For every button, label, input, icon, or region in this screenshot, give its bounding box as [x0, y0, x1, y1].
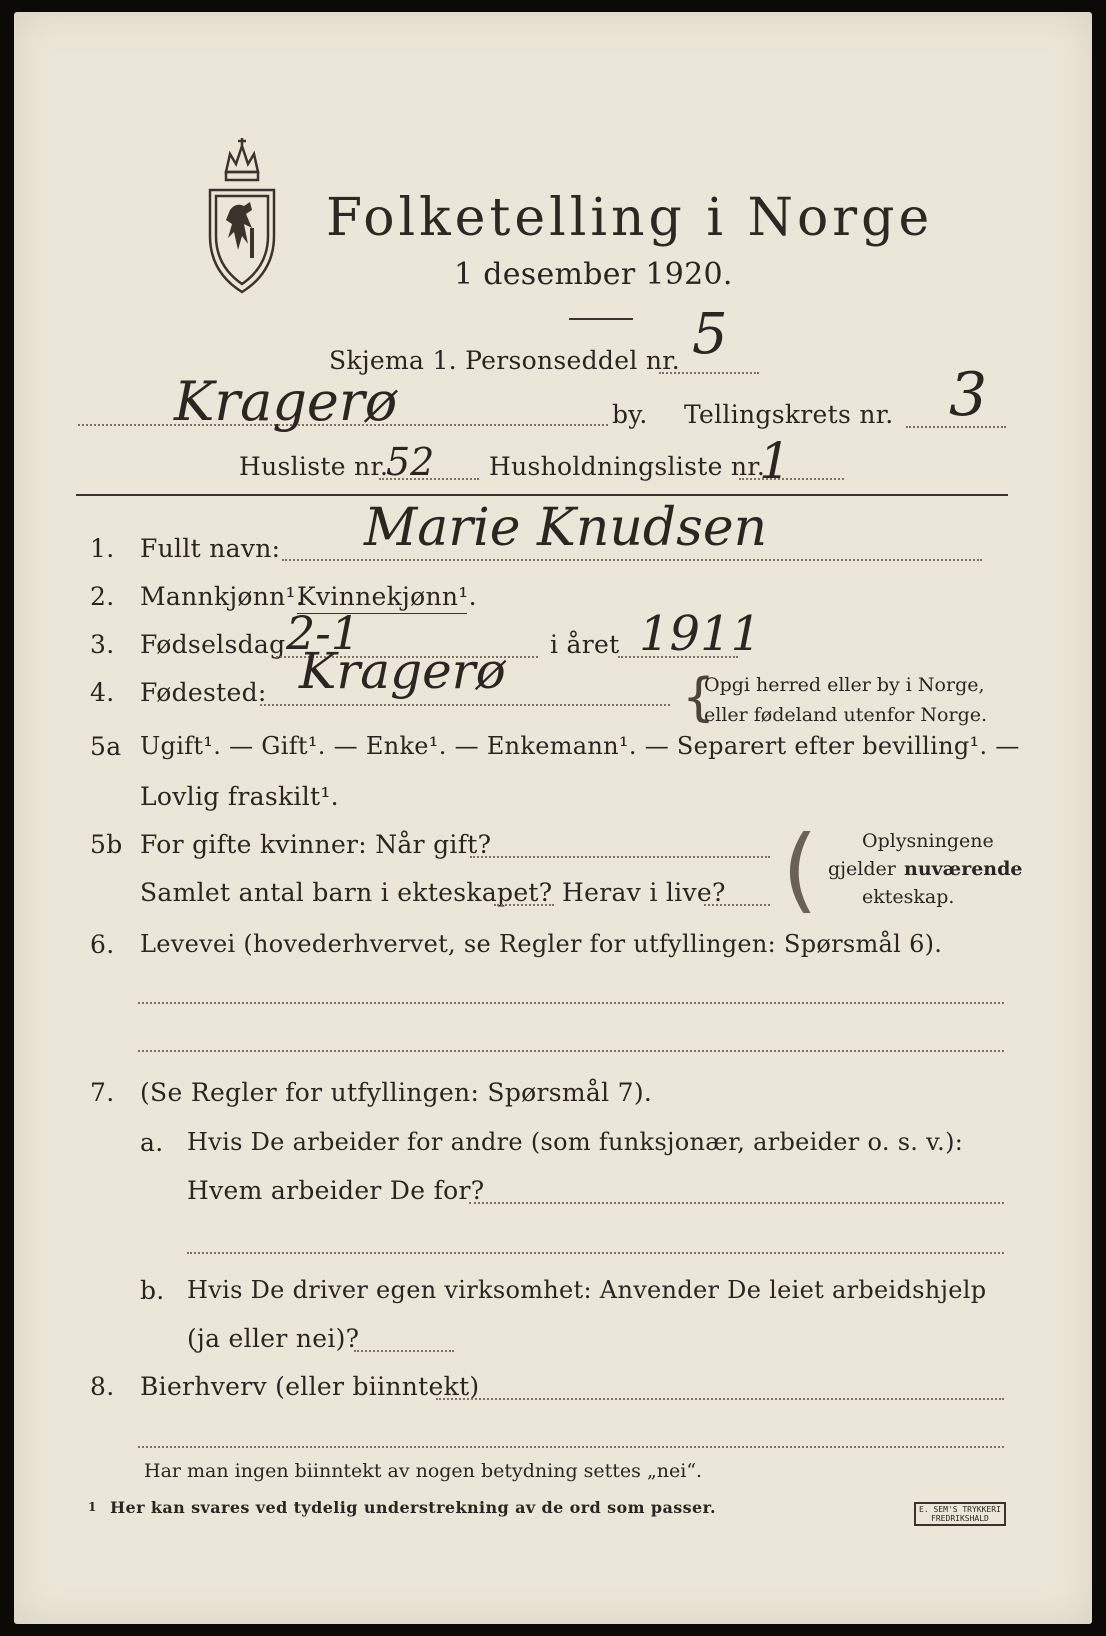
q1-label: Fullt navn:: [140, 534, 281, 563]
q4-number: 4.: [90, 678, 115, 707]
q7a-line1: Hvis De arbeider for andre (som funksjonær, arbeider o. s. v.):: [187, 1128, 964, 1156]
q7b-line1: Hvis De driver egen virksomhet: Anvender De leiet arbeidshjelp: [187, 1276, 987, 1304]
employer-field-1[interactable]: [469, 1202, 1004, 1204]
q5a-number: 5a: [90, 732, 122, 761]
q4-note-line2: eller fødeland utenfor Norge.: [704, 704, 988, 726]
secondary-income-field-2[interactable]: [138, 1446, 1004, 1448]
q8-number: 8.: [90, 1372, 115, 1401]
children-count-field[interactable]: [494, 904, 554, 906]
occupation-field-2[interactable]: [138, 1050, 1004, 1052]
coat-of-arms-icon: [206, 132, 278, 297]
q4-label: Fødested:: [140, 678, 267, 707]
hired-help-field[interactable]: [354, 1350, 454, 1352]
q2-number: 2.: [90, 582, 115, 611]
form-date: 1 desember 1920.: [454, 257, 733, 292]
form-title: Folketelling i Norge: [326, 188, 934, 248]
printer-stamp-line2: FREDRIKSHALD: [931, 1514, 989, 1523]
q4-note-brace: {: [682, 668, 716, 728]
employer-field-2[interactable]: [187, 1252, 1004, 1254]
husliste-label: Husliste nr.: [239, 452, 389, 481]
husliste-value: 52: [386, 440, 435, 484]
married-when-field[interactable]: [470, 856, 770, 858]
q5b-note-line2a: gjelder: [828, 858, 896, 880]
husholdning-label: Husholdningsliste nr.: [489, 452, 766, 481]
q5b-label3: Herav i live?: [562, 878, 726, 907]
secondary-income-field-1[interactable]: [436, 1398, 1004, 1400]
q7b-letter: b.: [140, 1276, 165, 1305]
q5b-note-line1: Oplysningene: [862, 830, 994, 852]
husholdning-field[interactable]: [739, 478, 844, 480]
q5b-note-line2b: nuværende: [904, 858, 1023, 880]
q5b-note-brace: (: [782, 816, 818, 923]
q7b-line2: (ja eller nei)?: [187, 1324, 360, 1353]
footnote-text: Her kan svares ved tydelig understrekning av de ord som passer.: [110, 1498, 716, 1517]
q3-label: Fødselsdag: [140, 630, 286, 659]
birthday-value: 2-1: [286, 606, 361, 660]
personseddel-value: 5: [692, 302, 728, 367]
birth-year-value: 1911: [639, 606, 762, 662]
header-divider: [76, 494, 1008, 496]
q1-number: 1.: [90, 534, 115, 563]
q5b-label2: Samlet antal barn i ekteskapet?: [140, 878, 553, 907]
q3-year-label: i året: [550, 630, 620, 659]
q7a-line2: Hvem arbeider De for?: [187, 1176, 485, 1205]
by-label: by.: [612, 400, 648, 429]
q8-label: Bierhverv (eller biinntekt): [140, 1372, 480, 1401]
q3-number: 3.: [90, 630, 115, 659]
q6-label: Levevei (hovederhvervet, se Regler for utfyllingen: Spørsmål 6).: [140, 930, 943, 958]
q8-note: Har man ingen biinntekt av nogen betydning settes „nei“.: [144, 1460, 703, 1482]
q2-option-male[interactable]: Mannkjønn¹.: [140, 582, 305, 611]
census-form-sheet: [14, 12, 1092, 1624]
children-alive-field[interactable]: [704, 904, 770, 906]
personseddel-field[interactable]: [659, 372, 759, 374]
q7a-letter: a.: [140, 1128, 164, 1157]
q5a-line2[interactable]: Lovlig fraskilt¹.: [140, 782, 339, 811]
birthplace-value: Kragerø: [299, 642, 506, 700]
footnote-mark: 1: [88, 1500, 97, 1514]
q2-option-female[interactable]: Kvinnekjønn¹.: [297, 582, 477, 611]
birthplace-field[interactable]: [260, 704, 670, 706]
full-name-field[interactable]: [282, 559, 982, 561]
printer-stamp: [914, 1502, 1006, 1526]
title-divider: [569, 318, 633, 320]
q5b-number: 5b: [90, 830, 123, 859]
city-value: Kragerø: [174, 370, 398, 433]
printer-stamp-line1: E. SEM'S TRYKKERI: [919, 1505, 1001, 1514]
q5a-line1[interactable]: Ugift¹. — Gift¹. — Enke¹. — Enkemann¹. — Separert efter bevilling¹. —: [140, 732, 1020, 760]
q7-label: (Se Regler for utfyllingen: Spørsmål 7).: [140, 1078, 653, 1107]
husholdning-value: 1: [759, 432, 791, 490]
q4-note-line1: Opgi herred eller by i Norge,: [704, 674, 985, 696]
tellingskrets-value: 3: [949, 360, 988, 430]
tellingskrets-label: Tellingskrets nr.: [684, 400, 894, 429]
personseddel-label: Skjema 1. Personseddel nr.: [329, 346, 681, 375]
occupation-field-1[interactable]: [138, 1002, 1004, 1004]
full-name-value: Marie Knudsen: [364, 498, 768, 558]
q6-number: 6.: [90, 930, 115, 959]
q5b-label1: For gifte kvinner: Når gift?: [140, 830, 492, 859]
q7-number: 7.: [90, 1078, 115, 1107]
q5b-note-line3: ekteskap.: [862, 886, 955, 908]
